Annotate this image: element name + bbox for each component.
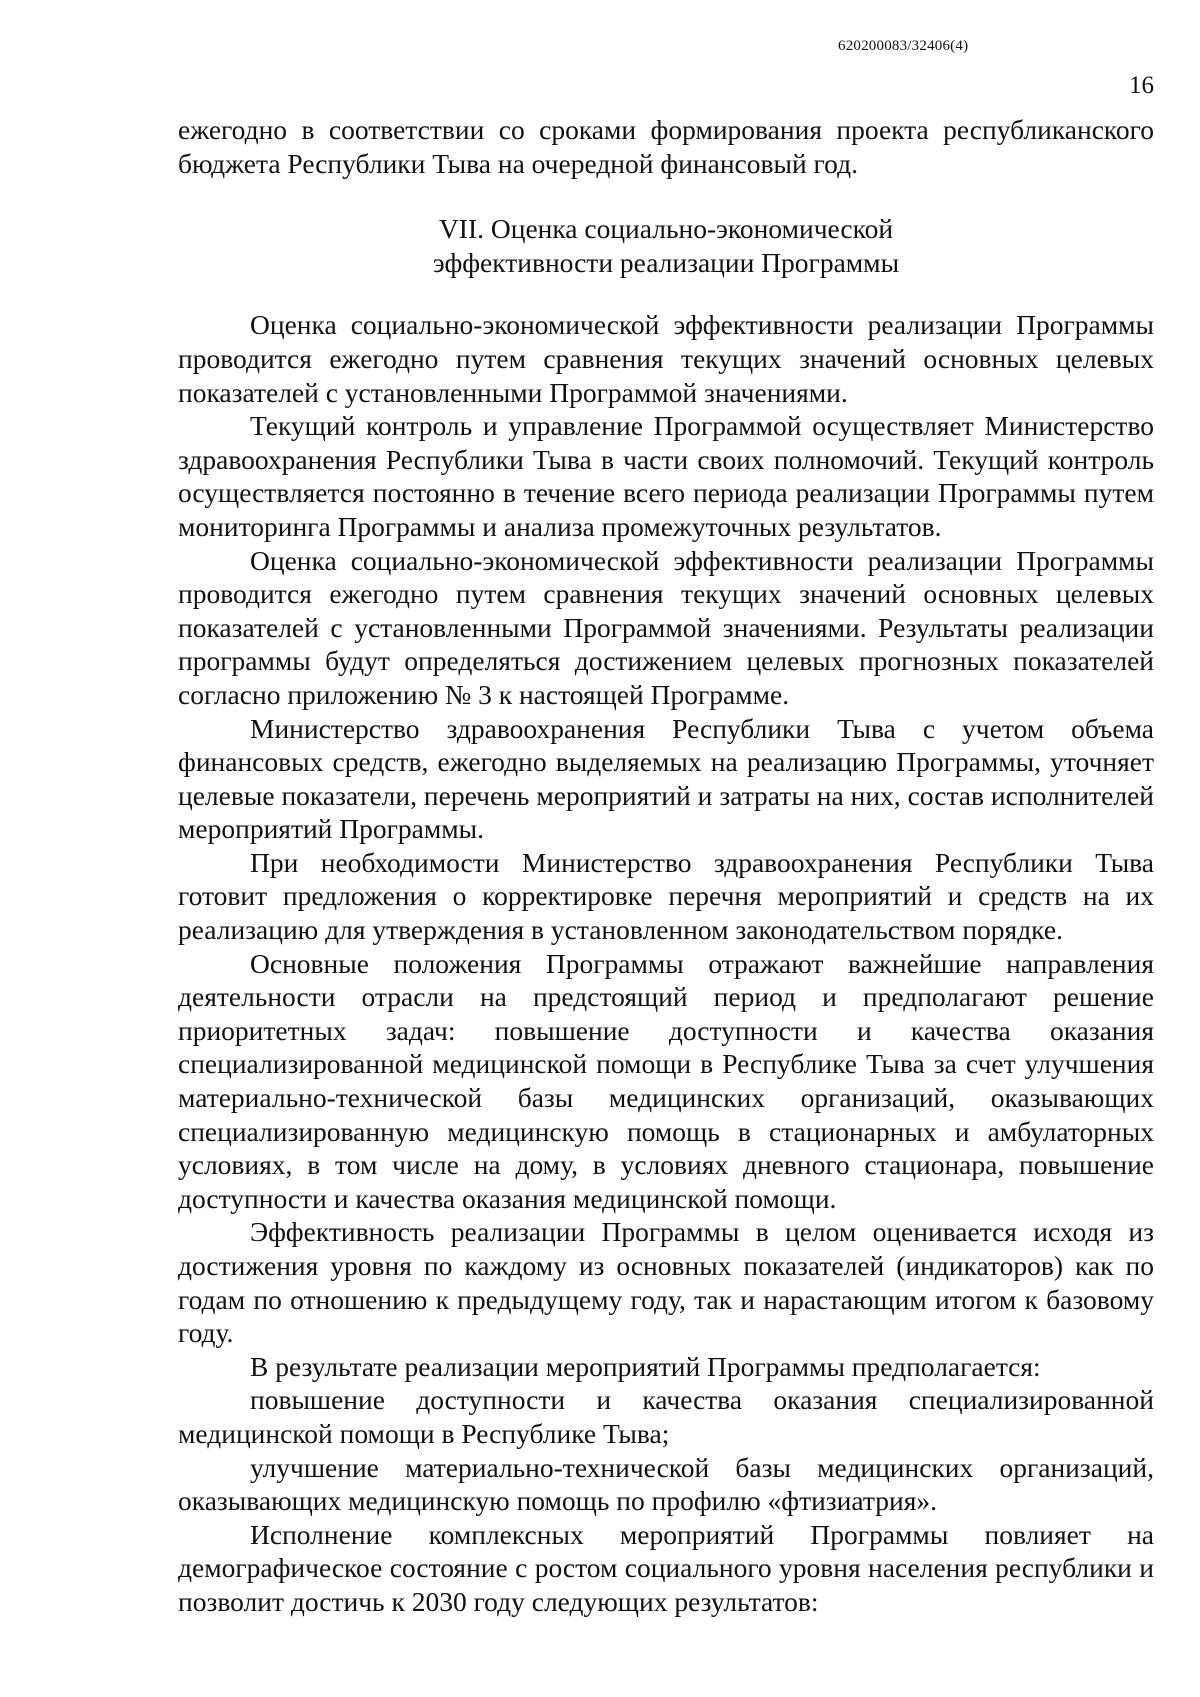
paragraph-evaluation-method: Оценка социально-экономической эффективности реализации Программы проводится ежегодно путем сравнения текущих значений основных целевых показателей с установленными Программой значениями. <box>178 309 1154 408</box>
section-title-line-2: эффективности реализации Программы <box>432 246 900 278</box>
document-body <box>178 113 1154 1619</box>
paragraph-main-provisions: Основные положения Программы отражают важнейшие направления деятельности отрасли на предстоящий период и предполагают решение приоритетных задач: повышение доступности и качества оказания специализированной медицинской помощи в Республике Тыва за счет улучшения материально-технической базы медицинских организаций, оказывающих специализированную медицинскую помощь в стационарных и амбулаторных условиях, в том числе на дому, в условиях дневного стационара, повышение доступности и качества оказания медицинской помощи. <box>178 947 1154 1214</box>
lead-paragraph: ежегодно в соответствии со сроками формирования проекта республиканского бюджета Республики Тыва на очередной финансовый год. <box>178 114 1154 179</box>
paragraph-efficiency: Эффективность реализации Программы в целом оценивается исходя из достижения уровня по каждому из основных показателей (индикаторов) как по годам по отношению к предыдущему году, так и нарастающим итогом к базовому году. <box>178 1216 1154 1349</box>
paragraph-evaluation-results: Оценка социально-экономической эффективности реализации Программы проводится ежегодно путем сравнения текущих значений основных целевых показателей с установленными Программой значениями. Результаты реализации программы будут определяться достижением целевых прогнозных показателей согласно приложению № 3 к настоящей Программе. <box>178 544 1154 710</box>
paragraph-correction-proposals: При необходимости Министерство здравоохранения Республики Тыва готовит предложения о корректировке перечня мероприятий и средств на их реализацию для утверждения в установленном законодательством порядке. <box>178 846 1154 946</box>
section-title-line-1: VII. Оценка социально-экономической <box>438 213 894 245</box>
page-number: 16 <box>1129 72 1154 99</box>
expected-result-item: улучшение материально-технической базы медицинских организаций, оказывающих медицинскую помощь по профилю «фтизиатрия». <box>178 1451 1154 1517</box>
document-id: 620200083/32406(4) <box>838 38 969 54</box>
closing-paragraph: Исполнение комплексных мероприятий Программы повлияет на демографическое состояние с ростом социального уровня населения республики и позволит достичь к 2030 году следующих результатов: <box>178 1518 1154 1617</box>
section-heading <box>178 212 1154 279</box>
expected-result-item: повышение доступности и качества оказания специализированной медицинской помощи в Республике Тыва; <box>178 1384 1154 1449</box>
paragraph-current-control: Текущий контроль и управление Программой осуществляет Министерство здравоохранения Республики Тыва в части своих полномочий. Текущий контроль осуществляется постоянно в течение всего периода реализации Программы путем мониторинга Программы и анализа промежуточных результатов. <box>178 410 1154 542</box>
paragraph-ministry-adjustments: Министерство здравоохранения Республики Тыва с учетом объема финансовых средств, ежегодно выделяемых на реализацию Программы, уточняет целевые показатели, перечень мероприятий и затраты на них, состав исполнителей мероприятий Программы. <box>178 712 1154 845</box>
paragraph-expected-intro: В результате реализации мероприятий Программы предполагается: <box>250 1350 1041 1382</box>
